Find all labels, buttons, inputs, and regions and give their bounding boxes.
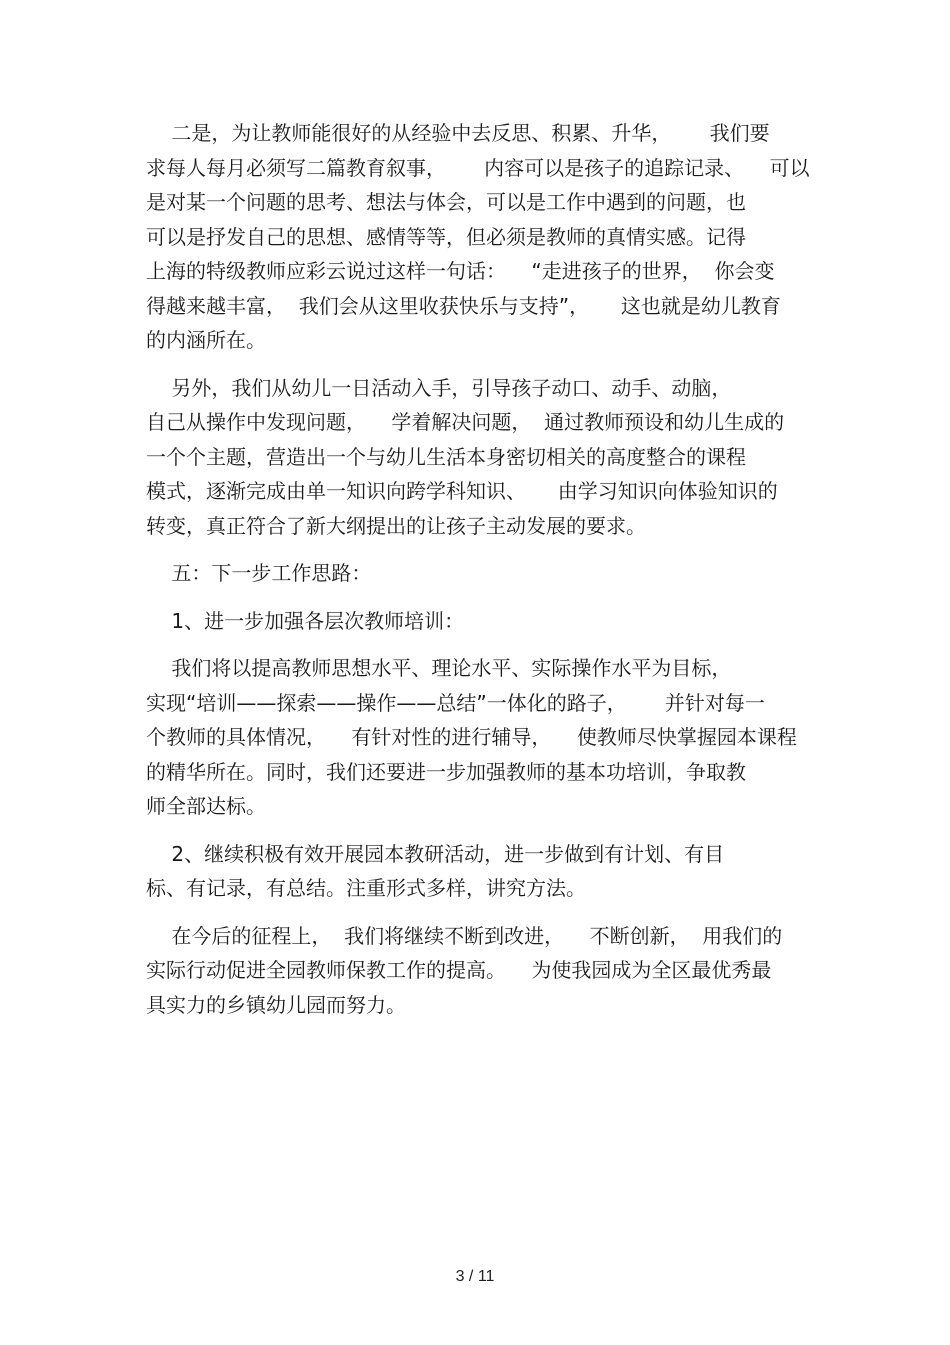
text-line: 师全部达标。 — [146, 794, 266, 818]
text-line: 模式，逐渐完成由单一知识向跨学科知识、 由学习知识向体验知识的 — [146, 479, 778, 503]
page-number: 3 / 11 — [455, 1268, 495, 1285]
heading-line: 1、进一步加强各层次教师培训： — [146, 608, 465, 633]
text-line: 转变，真正符合了新大纲提出的让孩子主动发展的要求。 — [146, 513, 646, 538]
paragraph-conclusion — [146, 919, 806, 1023]
text-line: 二是，为让教师能很好的从经验中去反思、积累、升华， 我们要 — [146, 121, 770, 145]
paragraph-teacher-narratives — [146, 116, 810, 358]
text-line: 另外，我们从幼儿一日活动入手，引导孩子动口、动手、动脑， — [146, 375, 732, 400]
paragraph-research-activities — [146, 837, 806, 906]
text-line: 实际行动促进全园教师保教工作的提高。 为使我园成为全区最优秀最 — [146, 958, 772, 982]
text-line: 自己从操作中发现问题， 学着解决问题， 通过教师预设和幼儿生成的 — [146, 410, 785, 434]
text-line: 标、有记录，有总结。注重形式多样，讲究方法。 — [146, 876, 586, 900]
text-line: 具实力的乡镇幼儿园而努力。 — [146, 992, 406, 1017]
heading-line: 五：下一步工作思路： — [146, 561, 372, 585]
section-heading-next-steps — [146, 556, 806, 591]
paragraph-daily-activities — [146, 371, 806, 544]
text-line: 的精华所在。同时，我们还要进一步加强教师的基本功培训，争取教 — [146, 759, 746, 784]
text-line: 是对某一个问题的思考、想法与体会，可以是工作中遇到的问题，也 — [146, 190, 746, 214]
text-line: 可以是抒发自己的思想、感情等等，但必须是教师的真情实感。记得 — [146, 224, 746, 249]
text-line: 一个个主题，营造出一个与幼儿生活本身密切相关的高度整合的课程 — [146, 444, 746, 469]
text-line: 实现“培训——探索——操作——总结”一体化的路子， 并针对每一 — [146, 690, 765, 715]
text-line: 在今后的征程上， 我们将继续不断到改进， 不断创新， 用我们的 — [146, 923, 783, 948]
text-line: 个教师的具体情况， 有针对性的进行辅导， 使教师尽快掌握园本课程 — [146, 725, 797, 749]
text-line: 得越来越丰富， 我们会从这里收获快乐与支持”， 这也就是幼儿教育 — [146, 293, 781, 318]
subheading-teacher-training — [146, 604, 806, 639]
text-line: 的内涵所在。 — [146, 328, 266, 352]
document-body — [146, 116, 810, 1022]
text-line: 2、继续积极有效开展园本教研活动，进一步做到有计划、有目 — [146, 841, 725, 866]
paragraph-training-goals — [146, 651, 806, 824]
text-line: 我们将以提高教师思想水平、理论水平、实际操作水平为目标， — [146, 656, 732, 680]
text-line: 求每人每月必须写二篇教育叙事， 内容可以是孩子的追踪记录、 可以 — [146, 155, 810, 180]
text-line: 上海的特级教师应彩云说过这样一句话： “走进孩子的世界， 你会变 — [146, 259, 775, 283]
